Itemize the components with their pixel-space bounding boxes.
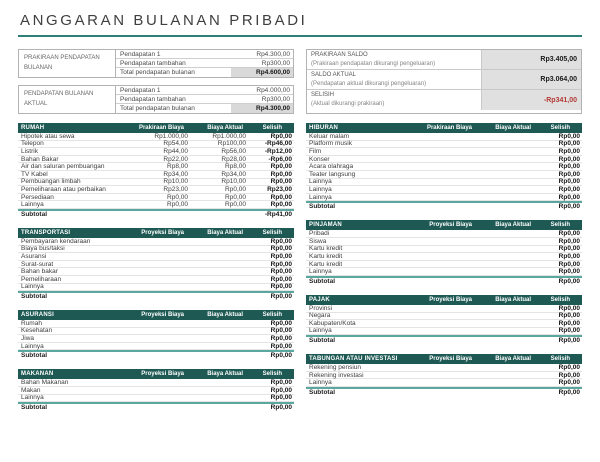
- balance-row-desc: (Pendapatan aktual dikurangi pengeluaran): [311, 80, 427, 87]
- cell-label: Bahan bakar: [21, 268, 58, 276]
- expense-subtotal-row: [18, 402, 294, 411]
- cell-diff: Rp0,00: [558, 312, 580, 320]
- cell-diff: -Rp41,00: [264, 210, 292, 218]
- cell-actual: Rp100,00: [217, 140, 246, 148]
- cell-diff: Rp0,00: [270, 293, 292, 301]
- cell-diff: Rp0,00: [558, 245, 580, 253]
- cell-label: Subtotal: [309, 337, 335, 345]
- cell-label: Siswa: [309, 237, 327, 245]
- cell-projected: Rp0,00: [167, 193, 188, 201]
- income-table-actual: [18, 85, 294, 114]
- expense-row: [18, 284, 294, 292]
- cell-label: Telepon: [21, 140, 44, 148]
- expense-table-name: MAKANAN: [21, 371, 54, 378]
- cell-label: Konser: [309, 155, 330, 163]
- cell-diff: Rp0,00: [270, 394, 292, 402]
- cell-label: Keluar malam: [309, 132, 350, 140]
- expense-rows: [18, 379, 294, 411]
- expense-header-projected: Proyeksi Biaya: [429, 222, 472, 229]
- income-row-label: Total pendapatan bulanan: [120, 69, 195, 76]
- expense-table-header: [306, 123, 582, 133]
- cell-label: Persediaan: [21, 193, 54, 201]
- cell-diff: Rp0,00: [270, 404, 292, 412]
- cell-diff: Rp0,00: [558, 364, 580, 372]
- expense-header-projected: Proyeksi Biaya: [141, 371, 184, 378]
- cell-label: Rekening pensiun: [309, 364, 362, 372]
- expense-subtotal-row: [306, 276, 582, 285]
- expense-header-actual: Biaya Aktual: [495, 296, 531, 303]
- cell-actual: Rp0,00: [225, 193, 246, 201]
- expense-column-right: [306, 123, 582, 411]
- cell-diff: Rp0,00: [270, 132, 292, 140]
- expense-table-header: [306, 354, 582, 364]
- cell-label: Platform musik: [309, 140, 352, 148]
- cell-label: TV Kabel: [21, 170, 48, 178]
- cell-diff: Rp0,00: [270, 201, 292, 209]
- balance-row-title: SALDO AKTUAL: [311, 71, 357, 78]
- expense-row: [18, 395, 294, 403]
- cell-label: Asuransi: [21, 252, 47, 260]
- cell-diff: Rp0,00: [270, 193, 292, 201]
- expense-header-diff: Selisih: [550, 125, 570, 131]
- cell-label: Lainnya: [21, 201, 44, 209]
- cell-label: Pembuangan limbah: [21, 178, 81, 186]
- expense-header-projected: Proyeksi Biaya: [429, 356, 472, 363]
- cell-diff: Rp0,00: [270, 342, 292, 350]
- income-rows: [116, 50, 293, 77]
- expense-header-actual: Biaya Aktual: [207, 371, 243, 378]
- expense-table-header: [306, 220, 582, 230]
- income-summary-section: [18, 49, 582, 114]
- cell-diff: Rp0,00: [558, 147, 580, 155]
- cell-label: Kartu kredit: [309, 252, 343, 260]
- cell-projected: Rp10,00: [163, 178, 188, 186]
- cell-projected: Rp22,00: [163, 155, 188, 163]
- expense-table-header: [18, 310, 294, 320]
- expense-header-projected: Proyeksi Biaya: [141, 229, 184, 236]
- income-row-value: Rp300,00: [261, 95, 290, 103]
- cell-label: Lainnya: [309, 185, 332, 193]
- expense-header-actual: Biaya Aktual: [495, 222, 531, 229]
- cell-projected: Rp1.000,00: [154, 132, 188, 140]
- cell-diff: Rp0,00: [558, 185, 580, 193]
- expense-row: [306, 328, 582, 336]
- cell-label: Kesehatan: [21, 327, 53, 335]
- expense-header-projected: Proyeksi Biaya: [429, 296, 472, 303]
- cell-diff: Rp0,00: [558, 389, 580, 397]
- expense-header-diff: Selisih: [262, 229, 282, 236]
- cell-diff: Rp0,00: [270, 283, 292, 291]
- cell-diff: Rp0,00: [270, 252, 292, 260]
- expense-subtotal-row: [306, 335, 582, 344]
- expense-subtotal-row: [306, 387, 582, 396]
- cell-diff: Rp0,00: [270, 379, 292, 387]
- balance-summary-table: [306, 49, 582, 114]
- cell-label: Rekening investasi: [309, 371, 364, 379]
- cell-label: Pribadi: [309, 230, 330, 238]
- cell-diff: Rp0,00: [270, 319, 292, 327]
- cell-label: Lainnya: [309, 268, 332, 276]
- income-row: [116, 59, 293, 68]
- cell-diff: Rp0,00: [558, 327, 580, 335]
- expense-header-actual: Biaya Aktual: [207, 312, 243, 319]
- expense-table-name: ASURANSI: [21, 312, 54, 319]
- income-total-row: [116, 104, 293, 113]
- cell-diff: Rp0,00: [558, 371, 580, 379]
- cell-diff: Rp0,00: [558, 319, 580, 327]
- expense-table-name: PINJAMAN: [309, 222, 342, 229]
- cell-diff: Rp0,00: [558, 260, 580, 268]
- income-row-label: Pendapatan 1: [120, 50, 161, 58]
- cell-label: Subtotal: [21, 352, 47, 360]
- expense-table: [18, 123, 294, 218]
- cell-diff: Rp0,00: [270, 163, 292, 171]
- cell-diff: Rp0,00: [270, 386, 292, 394]
- cell-diff: Rp0,00: [270, 268, 292, 276]
- cell-diff: Rp0,00: [558, 178, 580, 186]
- expense-table: [18, 369, 294, 411]
- expense-header-projected: Proyeksi Biaya: [141, 312, 184, 319]
- expense-header-diff: Selisih: [262, 125, 282, 131]
- cell-label: Teater langsung: [309, 170, 356, 178]
- cell-label: Lainnya: [309, 178, 332, 186]
- expense-table: [18, 310, 294, 359]
- expense-rows: [18, 320, 294, 359]
- balance-row-value: Rp3.405,00: [481, 50, 581, 69]
- expense-subtotal-row: [18, 209, 294, 218]
- balance-row-desc: (Aktual dikurangi prakiraan): [311, 101, 385, 108]
- expense-column-left: [18, 123, 294, 411]
- expense-header-diff: Selisih: [262, 312, 282, 319]
- expense-header-projected: Prakiraan Biaya: [426, 125, 472, 131]
- cell-label: Bahan Makanan: [21, 379, 69, 387]
- expense-subtotal-row: [18, 350, 294, 359]
- expense-subtotal-row: [18, 291, 294, 300]
- expense-table-name: HIBURAN: [309, 125, 339, 131]
- cell-label: Pemeliharaan atau perbaikan: [21, 185, 106, 193]
- cell-diff: Rp0,00: [558, 163, 580, 171]
- cell-diff: -Rp46,00: [264, 140, 292, 148]
- cell-diff: Rp0,00: [558, 132, 580, 140]
- cell-label: Pembayaran kendaraan: [21, 237, 91, 245]
- cell-diff: Rp0,00: [270, 178, 292, 186]
- cell-projected: Rp34,00: [163, 170, 188, 178]
- expense-header-diff: Selisih: [262, 371, 282, 378]
- expense-table: [306, 123, 582, 210]
- cell-diff: Rp0,00: [270, 327, 292, 335]
- cell-label: Rumah: [21, 319, 42, 327]
- cell-diff: Rp0,00: [558, 379, 580, 387]
- cell-actual: Rp28,00: [221, 155, 246, 163]
- expense-row: [18, 201, 294, 209]
- cell-actual: Rp56,00: [221, 147, 246, 155]
- income-row-label: Pendapatan tambahan: [120, 59, 186, 67]
- cell-label: Film: [309, 147, 322, 155]
- expense-table-name: PAJAK: [309, 296, 330, 303]
- cell-label: Lainnya: [309, 379, 332, 387]
- cell-diff: Rp23,00: [267, 185, 292, 193]
- expense-header-actual: Biaya Aktual: [207, 125, 243, 131]
- expense-rows: [306, 230, 582, 285]
- expense-row: [18, 343, 294, 351]
- expense-rows: [18, 133, 294, 218]
- cell-projected: Rp0,00: [167, 201, 188, 209]
- expense-table-name: TABUNGAN ATAU INVESTASI: [309, 356, 398, 363]
- income-total-row: [116, 68, 293, 77]
- expense-table-name: RUMAH: [21, 125, 45, 131]
- income-row: [116, 50, 293, 59]
- cell-diff: Rp0,00: [558, 140, 580, 148]
- cell-label: Lainnya: [21, 342, 44, 350]
- cell-label: Subtotal: [309, 389, 335, 397]
- cell-projected: Rp44,00: [163, 147, 188, 155]
- cell-diff: Rp0,00: [558, 155, 580, 163]
- balance-row-title: SELISIH: [311, 92, 335, 99]
- income-total-value: Rp4.300,00: [231, 104, 293, 113]
- cell-label: Kabupaten/Kota: [309, 319, 356, 327]
- expense-header-diff: Selisih: [550, 222, 570, 229]
- cell-label: Hipotek atau sewa: [21, 132, 75, 140]
- income-table-label: PENDAPATAN BULANAN AKTUAL: [19, 86, 116, 113]
- cell-diff: Rp0,00: [558, 277, 580, 285]
- income-row-label: Total pendapatan bulanan: [120, 105, 195, 112]
- cell-actual: Rp10,00: [221, 178, 246, 186]
- expense-table-header: [18, 228, 294, 238]
- cell-label: Biaya bus/taksi: [21, 245, 65, 253]
- balance-row-text: [307, 50, 481, 69]
- expense-row: [306, 194, 582, 202]
- expense-subtotal-row: [306, 201, 582, 210]
- cell-projected: Rp23,00: [163, 185, 188, 193]
- cell-label: Lainnya: [21, 394, 44, 402]
- cell-diff: Rp0,00: [270, 275, 292, 283]
- cell-label: Kartu kredit: [309, 245, 343, 253]
- balance-row-title: PRAKIRAAN SALDO: [311, 51, 368, 58]
- expense-table-header: [306, 295, 582, 305]
- cell-label: Jiwa: [21, 335, 35, 343]
- expense-rows: [306, 305, 582, 344]
- expense-row: [306, 268, 582, 276]
- income-row-label: Pendapatan tambahan: [120, 95, 186, 103]
- expense-rows: [306, 133, 582, 210]
- cell-projected: Rp54,00: [163, 140, 188, 148]
- income-row: [116, 86, 293, 95]
- expense-table: [306, 220, 582, 285]
- expense-header-projected: Prakiraan Biaya: [138, 125, 184, 131]
- cell-label: Subtotal: [21, 210, 47, 218]
- cell-label: Surat-surat: [21, 260, 54, 268]
- cell-diff: Rp0,00: [270, 245, 292, 253]
- expense-row: [306, 379, 582, 387]
- cell-projected: Rp8,00: [167, 163, 188, 171]
- income-row-label: Pendapatan 1: [120, 86, 161, 94]
- cell-label: Lainnya: [309, 193, 332, 201]
- balance-row-value-negative: -Rp341,00: [481, 90, 581, 110]
- expense-header-diff: Selisih: [550, 296, 570, 303]
- income-row-value: Rp4.300,00: [256, 50, 290, 58]
- cell-label: Kartu kredit: [309, 260, 343, 268]
- cell-actual: Rp34,00: [221, 170, 246, 178]
- expense-header-diff: Selisih: [550, 356, 570, 363]
- income-row: [116, 95, 293, 104]
- cell-label: Pemeliharaan: [21, 275, 62, 283]
- cell-diff: -Rp6,00: [268, 155, 292, 163]
- cell-label: Listrik: [21, 147, 38, 155]
- cell-diff: Rp0,00: [270, 237, 292, 245]
- expense-table: [306, 295, 582, 344]
- cell-label: Lainnya: [309, 327, 332, 335]
- income-table-projected: [18, 49, 294, 78]
- cell-label: Bahan Bakar: [21, 155, 59, 163]
- income-rows: [116, 86, 293, 113]
- cell-actual: Rp1.000,00: [212, 132, 246, 140]
- expense-table-name: TRANSPORTASI: [21, 229, 71, 236]
- income-row-value: Rp4.000,00: [256, 86, 290, 94]
- cell-diff: Rp0,00: [270, 335, 292, 343]
- balance-row-text: [307, 70, 481, 89]
- income-row-value: Rp300,00: [261, 59, 290, 67]
- cell-label: Makan: [21, 386, 41, 394]
- cell-actual: Rp0,00: [225, 201, 246, 209]
- cell-diff: Rp0,00: [558, 170, 580, 178]
- cell-diff: Rp0,00: [558, 193, 580, 201]
- cell-label: Lainnya: [21, 283, 44, 291]
- cell-diff: Rp0,00: [558, 304, 580, 312]
- balance-row-text: [307, 90, 481, 110]
- expense-header-actual: Biaya Aktual: [495, 125, 531, 131]
- income-column: [18, 49, 294, 114]
- balance-row-value: Rp3.064,00: [481, 70, 581, 89]
- cell-diff: Rp0,00: [558, 237, 580, 245]
- cell-diff: Rp0,00: [558, 337, 580, 345]
- title-divider: [18, 35, 582, 37]
- cell-label: Provinsi: [309, 304, 333, 312]
- cell-label: Air dan saluran pembuangan: [21, 163, 105, 171]
- cell-diff: Rp0,00: [558, 230, 580, 238]
- expense-table-header: [18, 369, 294, 379]
- expense-table: [18, 228, 294, 300]
- cell-diff: Rp0,00: [270, 352, 292, 360]
- cell-label: Subtotal: [309, 203, 335, 211]
- cell-actual: Rp0,00: [225, 185, 246, 193]
- cell-diff: Rp0,00: [270, 260, 292, 268]
- expense-table-header: [18, 123, 294, 133]
- cell-diff: Rp0,00: [558, 203, 580, 211]
- cell-diff: Rp0,00: [558, 268, 580, 276]
- expense-rows: [18, 238, 294, 300]
- income-table-label: PRAKIRAAN PENDAPATAN BULANAN: [19, 50, 116, 77]
- cell-actual: Rp8,00: [225, 163, 246, 171]
- cell-label: Subtotal: [309, 277, 335, 285]
- balance-row-desc: (Prakiraan pendapatan dikurangi pengeluaran): [311, 60, 436, 67]
- cell-label: Subtotal: [21, 293, 47, 301]
- cell-label: Subtotal: [21, 404, 47, 412]
- balance-row-difference: [307, 90, 581, 110]
- expense-table: [306, 354, 582, 396]
- expense-section: [18, 123, 582, 411]
- expense-header-actual: Biaya Aktual: [495, 356, 531, 363]
- cell-diff: Rp0,00: [558, 252, 580, 260]
- cell-diff: Rp0,00: [270, 170, 292, 178]
- cell-label: Negara: [309, 312, 331, 320]
- page-title: ANGGARAN BULANAN PRIBADI: [20, 12, 308, 29]
- expense-rows: [306, 364, 582, 396]
- balance-row-projected: [307, 50, 581, 70]
- cell-diff: -Rp12,00: [264, 147, 292, 155]
- income-total-value: Rp4.600,00: [231, 68, 293, 77]
- cell-label: Acara olahraga: [309, 163, 354, 171]
- expense-header-actual: Biaya Aktual: [207, 229, 243, 236]
- balance-row-actual: [307, 70, 581, 90]
